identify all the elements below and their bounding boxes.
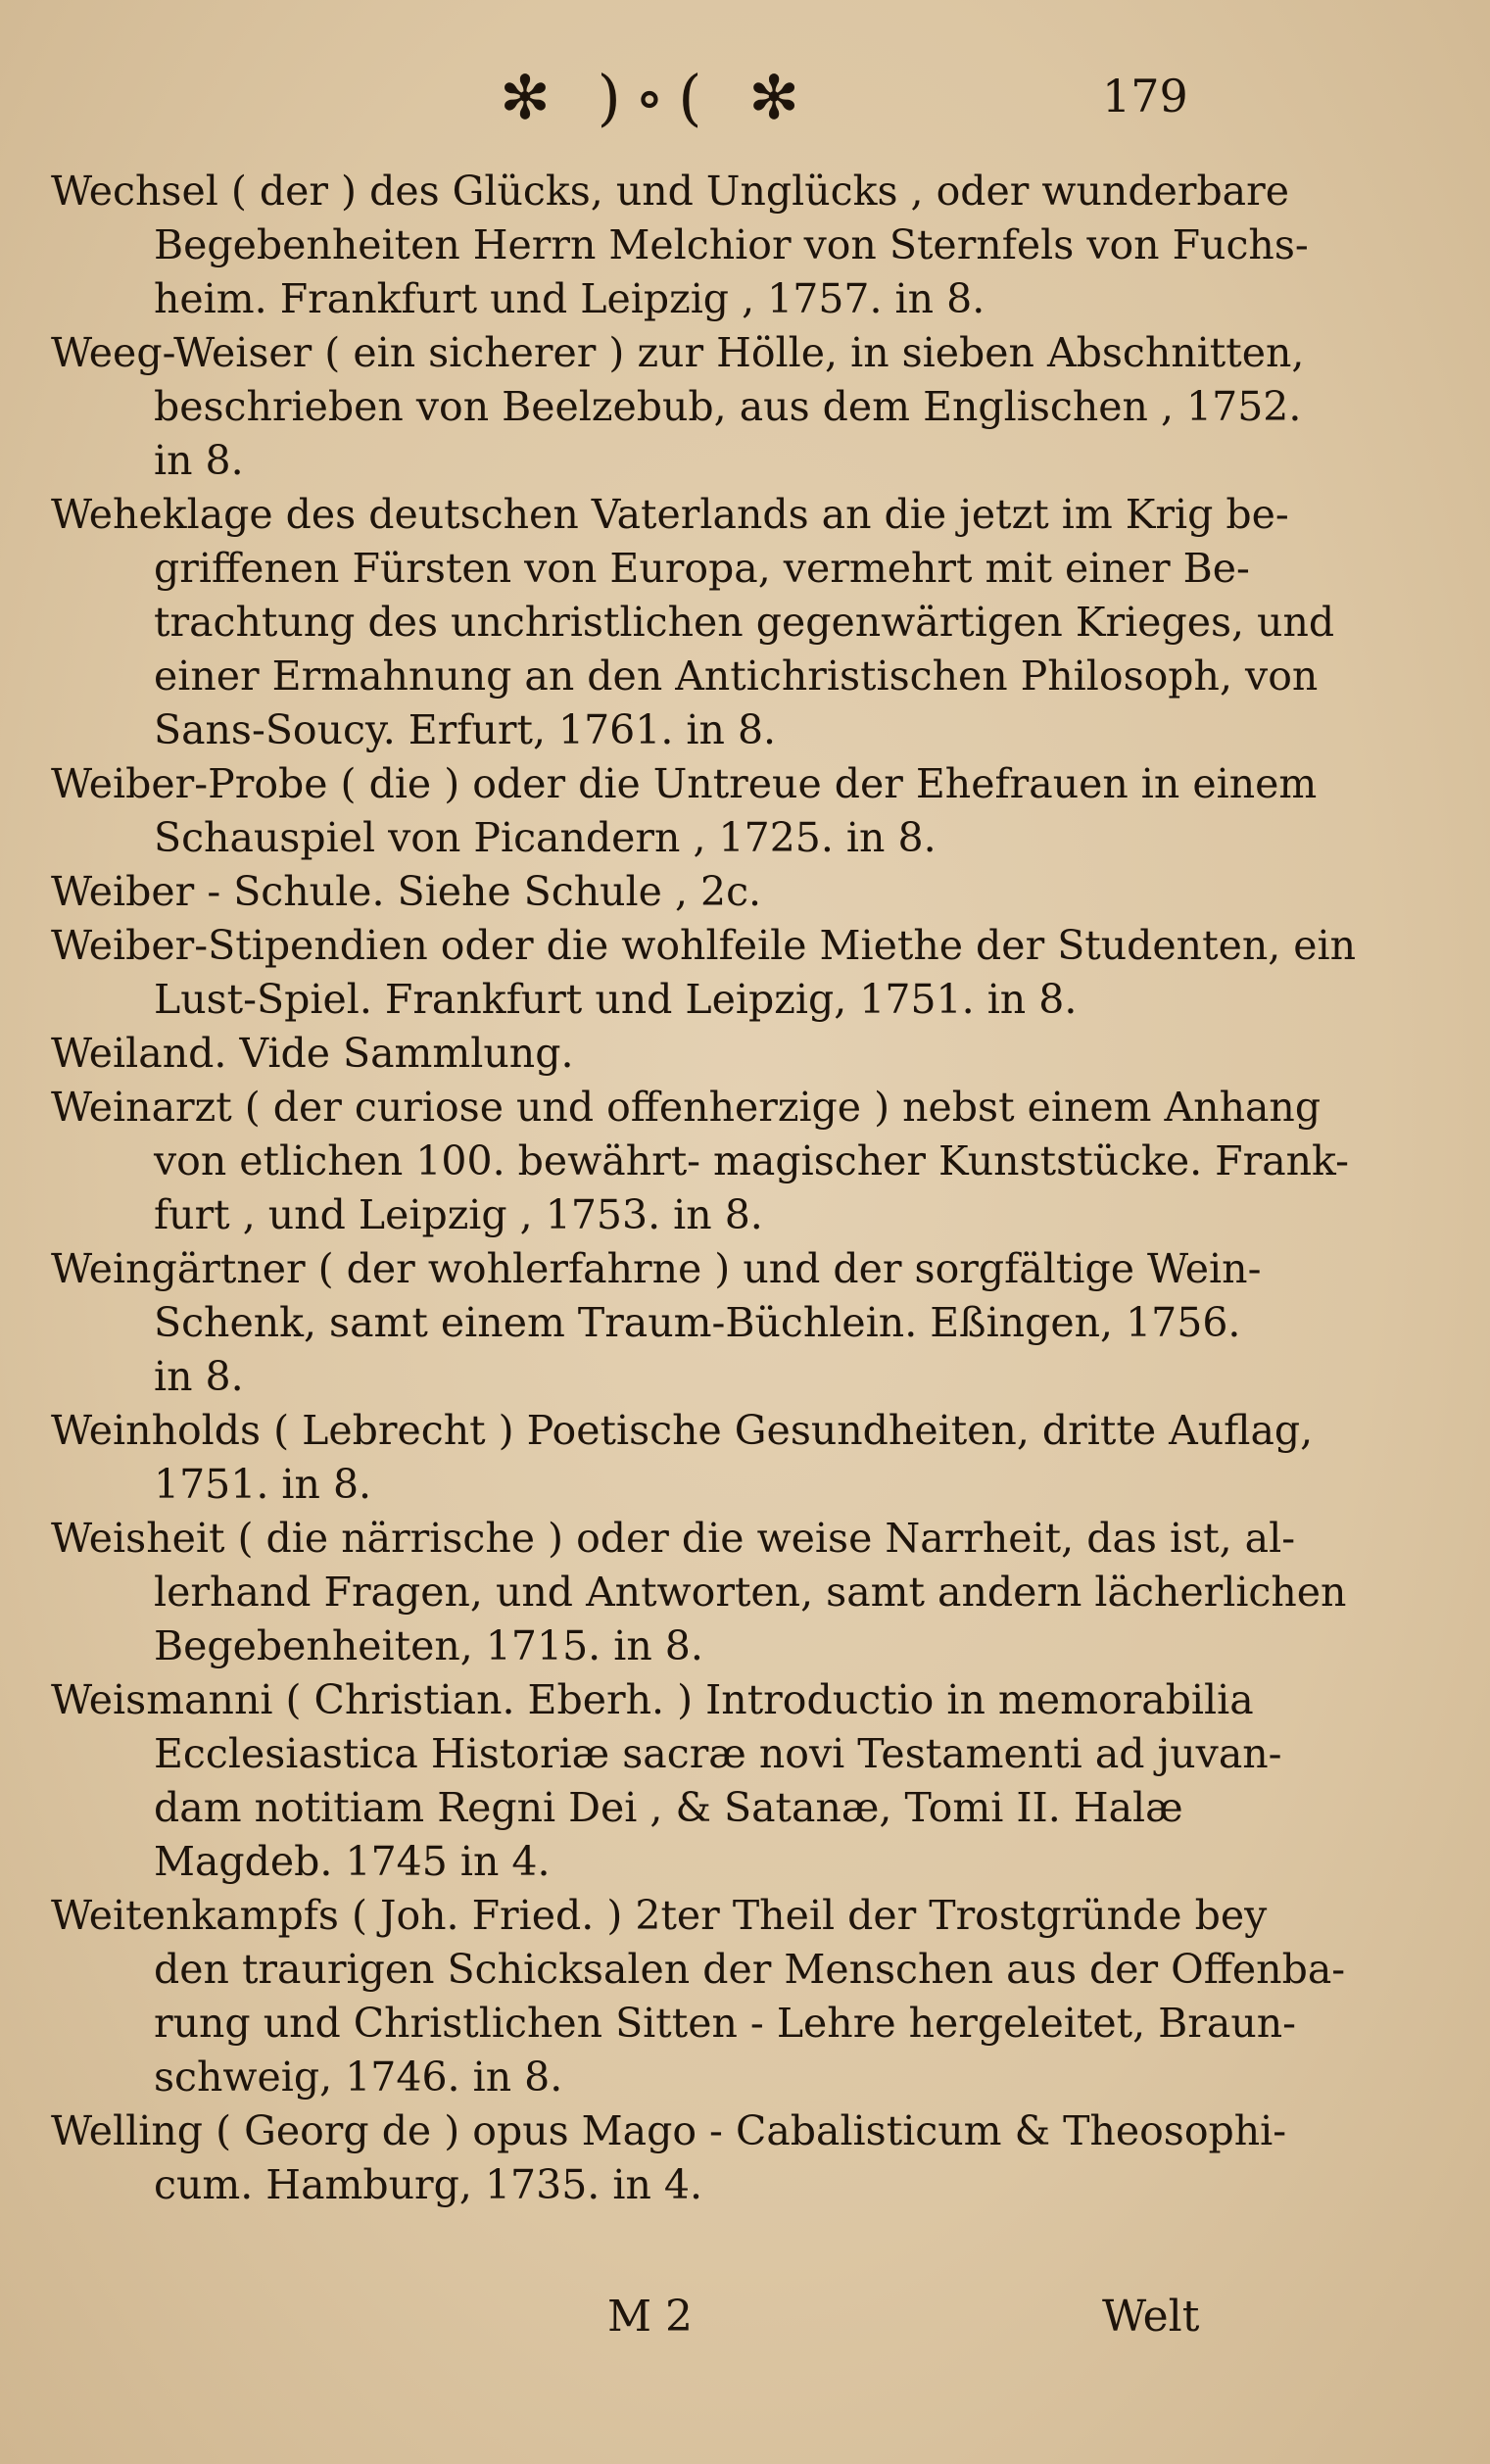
entry-continuation-line: Sans-Soucy. Erfurt, 1761. in 8. — [154, 706, 777, 753]
entry-first-line: Weisheit ( die närrische ) oder die weise Narrheit, das ist, al- — [51, 1515, 1296, 1562]
bibliography-entries — [51, 165, 1437, 2212]
entry-first-line: Weiber-Stipendien oder die wohlfeile Miethe der Studenten, ein — [51, 922, 1357, 969]
entry-continuation-line: rung und Christlichen Sitten - Lehre hergeleitet, Braun- — [154, 2000, 1296, 2047]
entry-continuation-line: trachtung des unchristlichen gegenwärtigen Krieges, und — [154, 599, 1335, 646]
entry-continuation-line: einer Ermahnung an den Antichristischen Philosoph, von — [154, 652, 1319, 700]
entry-continuation-line: den traurigen Schicksalen der Menschen aus der Offenba- — [154, 1946, 1346, 1993]
entry-continuation-line: Begebenheiten Herrn Melchior von Sternfels von Fuchs- — [154, 221, 1309, 268]
entry-continuation-line: schweig, 1746. in 8. — [154, 2053, 563, 2101]
entry-continuation-line: 1751. in 8. — [154, 1461, 372, 1508]
bibliography-entry — [51, 919, 1437, 1027]
bibliography-entry — [51, 1242, 1437, 1404]
entry-continuation-line: von etlichen 100. bewährt- magischer Kunststücke. Frank- — [154, 1137, 1350, 1184]
bibliography-entry — [51, 1889, 1437, 2104]
bibliography-entry — [51, 757, 1437, 865]
entry-first-line: Weitenkampfs ( Joh. Fried. ) 2ter Theil der Trostgründe bey — [51, 1892, 1268, 1939]
entry-continuation-line: in 8. — [154, 1353, 244, 1400]
entry-first-line: Weeg-Weiser ( ein sicherer ) zur Hölle, in sieben Abschnitten, — [51, 329, 1305, 376]
entry-continuation-line: Magdeb. 1745 in 4. — [154, 1838, 551, 1885]
entry-first-line: Weismanni ( Christian. Eberh. ) Introductio in memorabilia — [51, 1676, 1254, 1723]
bibliography-entry — [51, 326, 1437, 488]
header-ornament: ✻ )∘( ✻ — [499, 62, 814, 133]
entry-continuation-line: griffenen Fürsten von Europa, vermehrt mit einer Be- — [154, 545, 1250, 592]
bibliography-entry — [51, 1673, 1437, 1889]
catchword: Welt — [1102, 2292, 1200, 2342]
signature-mark: M 2 — [607, 2292, 694, 2342]
bibliography-entry — [51, 1027, 1437, 1081]
bibliography-entry — [51, 1404, 1437, 1512]
page-header — [0, 54, 1490, 142]
entry-first-line: Wechsel ( der ) des Glücks, und Unglücks , oder wunderbare — [51, 168, 1289, 215]
entry-first-line: Weiber - Schule. Siehe Schule , 2c. — [51, 868, 762, 915]
bibliography-entry — [51, 865, 1437, 919]
entry-continuation-line: beschrieben von Beelzebub, aus dem Englischen , 1752. — [154, 383, 1302, 430]
entry-first-line: Weheklage des deutschen Vaterlands an die jetzt im Krig be- — [51, 491, 1289, 538]
entry-continuation-line: heim. Frankfurt und Leipzig , 1757. in 8. — [154, 275, 985, 322]
entry-continuation-line: dam notitiam Regni Dei , & Satanæ, Tomi II. Halæ — [154, 1784, 1183, 1831]
entry-continuation-line: Lust-Spiel. Frankfurt und Leipzig, 1751. in 8. — [154, 976, 1078, 1023]
entry-continuation-line: cum. Hamburg, 1735. in 4. — [154, 2161, 703, 2208]
entry-first-line: Weingärtner ( der wohlerfahrne ) und der sorgfältige Wein- — [51, 1245, 1262, 1292]
entry-first-line: Weiland. Vide Sammlung. — [51, 1030, 574, 1077]
entry-continuation-line: in 8. — [154, 437, 244, 484]
bibliography-entry — [51, 1081, 1437, 1242]
bibliography-entry — [51, 165, 1437, 326]
bibliography-entry — [51, 488, 1437, 757]
bibliography-entry — [51, 2104, 1437, 2212]
entry-continuation-line: Ecclesiastica Historiæ sacræ novi Testamenti ad juvan- — [154, 1730, 1282, 1777]
entry-continuation-line: Schauspiel von Picandern , 1725. in 8. — [154, 814, 937, 861]
bibliography-entry — [51, 1512, 1437, 1673]
entry-first-line: Weinarzt ( der curiose und offenherzige ) nebst einem Anhang — [51, 1084, 1322, 1131]
entry-first-line: Welling ( Georg de ) opus Mago - Cabalisticum & Theosophi- — [51, 2107, 1287, 2154]
page-number: 179 — [1102, 70, 1188, 122]
entry-first-line: Weinholds ( Lebrecht ) Poetische Gesundheiten, dritte Auflag, — [51, 1407, 1314, 1454]
entry-first-line: Weiber-Probe ( die ) oder die Untreue der Ehefrauen in einem — [51, 760, 1318, 807]
entry-continuation-line: Begebenheiten, 1715. in 8. — [154, 1622, 703, 1669]
entry-continuation-line: lerhand Fragen, und Antworten, samt andern lächerlichen — [154, 1569, 1347, 1616]
entry-continuation-line: furt , und Leipzig , 1753. in 8. — [154, 1191, 763, 1238]
page-footer — [0, 2283, 1490, 2361]
entry-continuation-line: Schenk, samt einem Traum-Büchlein. Eßingen, 1756. — [154, 1299, 1241, 1346]
